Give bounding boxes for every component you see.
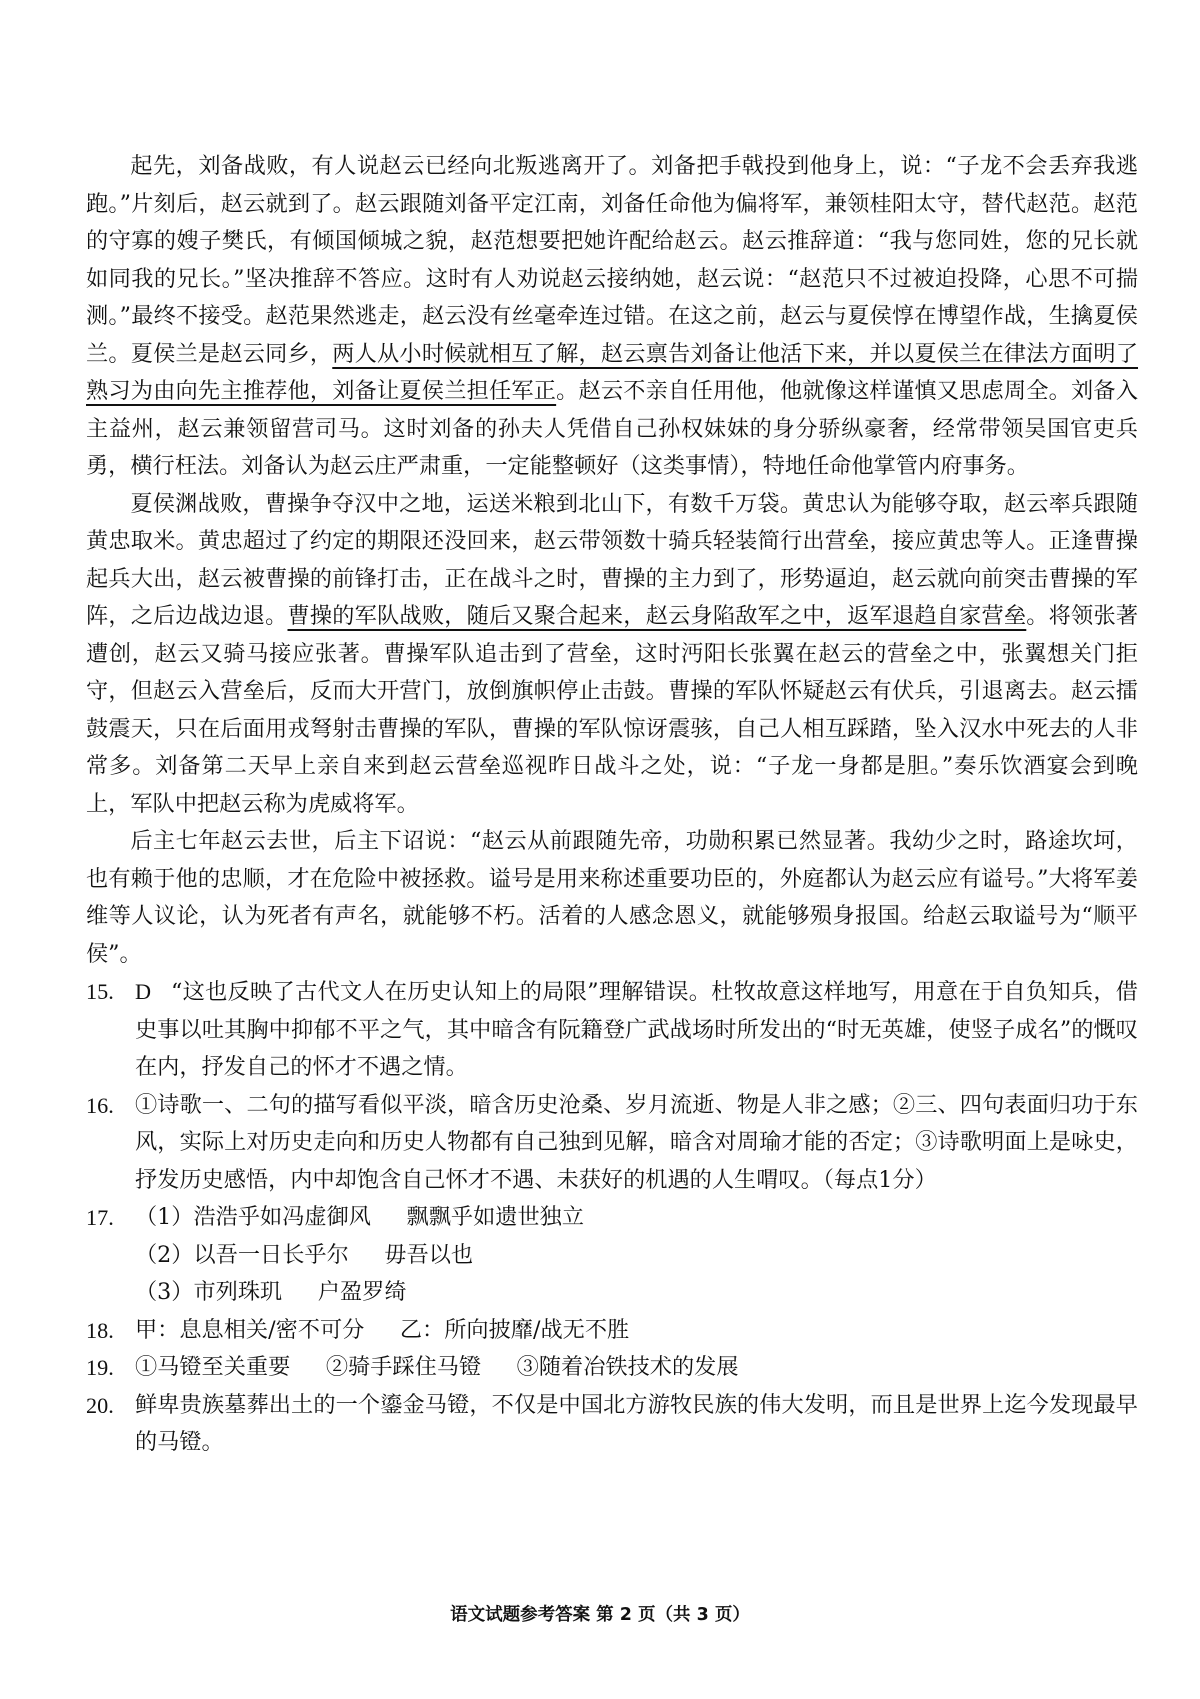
answer-part: ③随着冶铁技术的发展 [516, 1354, 739, 1380]
translation-paragraph-2 [86, 486, 1138, 824]
answer-line: （1）浩浩乎如冯虚御风 飘飘乎如遗世独立 [135, 1204, 585, 1230]
answer-part: ①马镫至关重要 [135, 1354, 291, 1380]
question-number: 16. [86, 1092, 114, 1118]
question-number: 19. [86, 1355, 114, 1380]
paragraph-text: 。赵云不亲自任用他，他就像这样谨慎又思虑周全。刘备入主益州，赵云兼领留营司马。这时刘备的孙夫人凭借自己孙权妹妹的身分骄纵豪奢，经常带领吴国官吏兵勇，横行枉法。刘备认为赵云庄严肃重，一定能整顿好（这类事情），特地任命他掌管内府事务。 [86, 378, 1139, 479]
question-number: 17. [86, 1205, 114, 1230]
answer-line: （2）以吾一日长乎尔 毋吾以也 [135, 1241, 474, 1268]
underlined-sentence: 曹操的军队战败，随后又聚合起来，赵云身陷敌军之中，返军退趋自家营垒 [287, 603, 1027, 629]
answer-part: ②骑手踩住马镫 [325, 1354, 482, 1380]
answer-key: D [135, 979, 152, 1004]
translation-paragraph-1 [86, 148, 1138, 486]
answer-part: 乙：所向披靡/战无不胜 [399, 1316, 630, 1343]
answer-16 [86, 1087, 1138, 1200]
paragraph-text: 起先，刘备战败，有人说赵云已经向北叛逃离开了。刘备把手戟投到他身上，说：“子龙不会丢弃我逃跑。”片刻后，赵云就到了。赵云跟随刘备平定江南，刘备任命他为偏将军，兼领桂阳太守，替代赵范。赵范的守寡的嫂子樊氏，有倾国倾城之貌，赵范想要把她许配给赵云。赵云推辞道：“我与您同姓，您的兄长就如同我的兄长。”坚决推辞不答应。这时有人劝说赵云接纳她，赵云说：“赵范只不过被迫投降，心思不可揣测。”最终不接受。赵范果然逃走，赵云没有丝毫牵连过错。在这之前，赵云与夏侯惇在博望作战，生擒夏侯兰。夏侯兰是赵云同乡， [86, 153, 1138, 367]
answer-20 [86, 1387, 1138, 1462]
translation-paragraph-3: 后主七年赵云去世，后主下诏说：“赵云从前跟随先帝，功勋积累已然显著。我幼少之时，路途坎坷，也有赖于他的忠顺，才在危险中被拯救。谥号是用来称述重要功臣的，外庭都认为赵云应有谥号。”大将军姜维等人议论，认为死者有声名，就能够不朽。活着的人感念恩义，就能够殒身报国。给赵云取谥号为“顺平侯”。 [86, 828, 1138, 967]
answer-content [86, 148, 1138, 1462]
answer-17 [86, 1199, 1138, 1312]
paragraph-text: 。将领张著遭创，赵云又骑马接应张著。曹操军队追击到了营垒，这时沔阳长张翼在赵云的营垒之中，张翼想关门拒守，但赵云入营垒后，反而大开营门，放倒旗帜停止击鼓。曹操的军队怀疑赵云有伏兵，引退离去。赵云擂鼓震天，只在后面用戎弩射击曹操的军队，曹操的军队惊讶震骇，自己人相互踩踏，坠入汉水中死去的人非常多。刘备第二天早上亲自来到赵云营垒巡视昨日战斗之处，说：“子龙一身都是胆。”奏乐饮酒宴会到晚上，军队中把赵云称为虎威将军。 [86, 603, 1139, 817]
answer-line: （3）市列珠玑 户盈罗绮 [135, 1279, 407, 1305]
question-number: 18. [86, 1317, 114, 1343]
answer-part: 甲：息息相关/密不可分 [135, 1316, 365, 1343]
underlined-sentence: 两人从小时候就相互了解，赵云禀告刘备让他活下来，并以夏侯兰在律法方面明了熟习为由向先主推荐他，刘备让夏侯兰担任军正 [86, 340, 1139, 404]
page-footer: 语文试题参考答案 第 2 页（共 3 页） [450, 1605, 750, 1625]
answer-18 [86, 1312, 1138, 1350]
answer-text: “这也反映了古代文人在历史认知上的局限”理解错误。杜牧故意这样地写，用意在于自负知兵，借史事以吐其胸中抑郁不平之气，其中暗含有阮籍登广武战场时所发出的“时无英雄，使竖子成名”的慨叹在内，抒发自己的怀才不遇之情。 [135, 979, 1138, 1080]
answer-19 [86, 1349, 1138, 1387]
answer-text: 鲜卑贵族墓葬出土的一个鎏金马镫，不仅是中国北方游牧民族的伟大发明，而且是世界上迄今发现最早的马镫。 [135, 1391, 1138, 1455]
question-number: 20. [86, 1392, 114, 1418]
answer-15 [86, 973, 1138, 1087]
answer-text: ①诗歌一、二句的描写看似平淡，暗含历史沧桑、岁月流逝、物是人非之感；②三、四句表面归功于东风，实际上对历史走向和历史人物都有自己独到见解，暗含对周瑜才能的否定；③诗歌明面上是咏史，抒发历史感悟，内中却饱含自己怀才不遇、未获好的机遇的人生喟叹。（每点1分） [135, 1091, 1138, 1193]
question-number: 15. [86, 979, 114, 1004]
paragraph-text: 夏侯渊战败，曹操争夺汉中之地，运送米粮到北山下，有数千万袋。黄忠认为能够夺取，赵云率兵跟随黄忠取米。黄忠超过了约定的期限还没回来，赵云带领数十骑兵轻装简行出营垒，接应黄忠等人。正逢曹操起兵大出，赵云被曹操的前锋打击，正在战斗之时，曹操的主力到了，形势逼迫，赵云就向前突击曹操的军阵，之后边战边退。 [86, 490, 1138, 629]
